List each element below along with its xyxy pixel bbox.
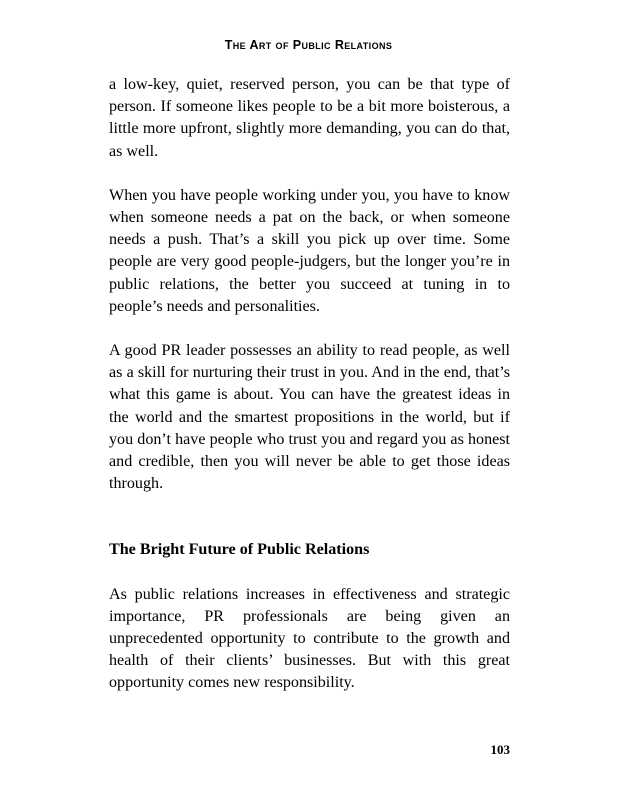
page-number: 103 [490, 742, 510, 757]
paragraph-1: a low-key, quiet, reserved person, you can be that type of person. If someone likes people to be a bit more boisterous, a little more upfront, slightly more demanding, you can do that, as well. [109, 76, 510, 160]
paragraph-3: A good PR leader possesses an ability to read people, as well as a skill for nurturing their trust in you. And in the end, that’s what this game is about. You can have the greatest ideas in the world and the smartest propositions in the world, but if you don’t have people who trust you and regard you as honest and credible, then you will never be able to get those ideas through. [109, 342, 510, 493]
running-head: The Art of Public Relations [224, 38, 393, 52]
paragraph-2: When you have people working under you, you have to know when someone needs a pat on the back, or when someone needs a push. That’s a skill you pick up over time. Some people are very good people-judgers, but the longer you’re in public relations, the better you succeed at tuning in to people’s needs and personalities. [109, 186, 510, 315]
section-paragraph: As public relations increases in effectiveness and strategic importance, PR professionals are being given an unprecedented opportunity to contribute to the growth and health of their clients’ businesses. But with this great opportunity comes new responsibility. [109, 585, 510, 692]
section-heading: The Bright Future of Public Relations [109, 541, 370, 559]
body-text [109, 74, 510, 717]
